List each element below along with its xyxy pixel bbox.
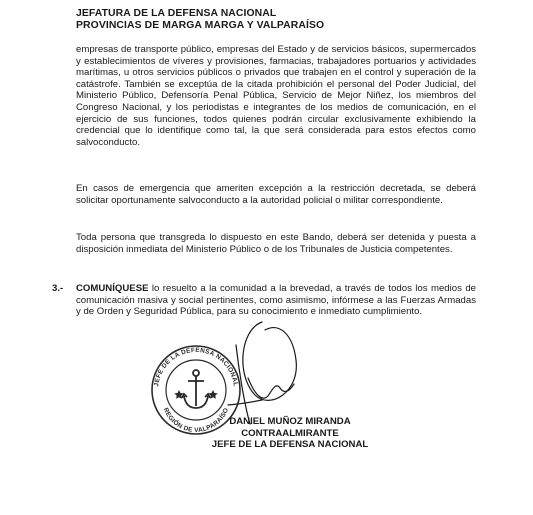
header-line-2: PROVINCIAS DE MARGA MARGA Y VALPARAÍSO bbox=[76, 20, 325, 31]
seal-text-top: JEFE DE LA DEFENSA NACIONAL bbox=[153, 346, 239, 387]
signatory-title: JEFE DE LA DEFENSA NACIONAL bbox=[211, 439, 369, 451]
signature-block bbox=[170, 416, 410, 451]
signatory-rank: CONTRAALMIRANTE bbox=[241, 427, 339, 439]
paragraph-sanctions: Toda persona que transgreda lo dispuesto en este Bando, deberá ser detenida y puesta a disposición inmediata del Ministerio Público o de los Tribunales de Justicia competentes. bbox=[76, 232, 476, 255]
paragraph-emergency: En casos de emergencia que ameriten excepción a la restricción decretada, se deberá solicitar oportunamente salvoconducto a la autoridad policial o militar correspondiente. bbox=[76, 183, 476, 206]
handwritten-signature bbox=[228, 322, 296, 424]
paragraph-exceptions: empresas de transporte público, empresas del Estado y de servicios básicos, supermercados y establecimientos de víveres y provisiones, farmacias, trabajadores portuarios y actividades marítimas, u otros servicios públicos o privados que trabajen en el control y superación de la catástrofe. También se exceptúa de la citada prohibición el personal del Poder Judicial, del Ministerio Público, Defensoría Penal Pública, Servicio de Mejor Niñez, los miembros del Congreso Nacional, y los periodistas e integrantes de los medios de comunicación, en el ejercicio de sus funciones, todos quienes podrán circular exclusivamente exhibiendo la credencial que lo identifique como tal, la que será considerada para estos efectos como salvoconducto. bbox=[76, 44, 476, 148]
seal-text-bottom: REGIÓN DE VALPARAÍSO bbox=[161, 406, 231, 435]
header-line-1: JEFATURA DE LA DEFENSA NACIONAL bbox=[76, 8, 277, 19]
anchor-icon bbox=[182, 370, 210, 408]
item-text: lo resuelto a la comunidad a la brevedad, a través de todos los medios de comunicación masiva y social pertinentes, como asimismo, infórmese a las Fuerzas Armadas y de Orden y Seguridad Pública, para su conocimiento e inmediato cumplimiento. bbox=[76, 283, 476, 318]
item-number: 3.- bbox=[52, 283, 64, 294]
signatory-name: DANIEL MUÑOZ MIRANDA bbox=[229, 416, 351, 427]
item-keyword: COMUNÍQUESE bbox=[76, 283, 149, 294]
